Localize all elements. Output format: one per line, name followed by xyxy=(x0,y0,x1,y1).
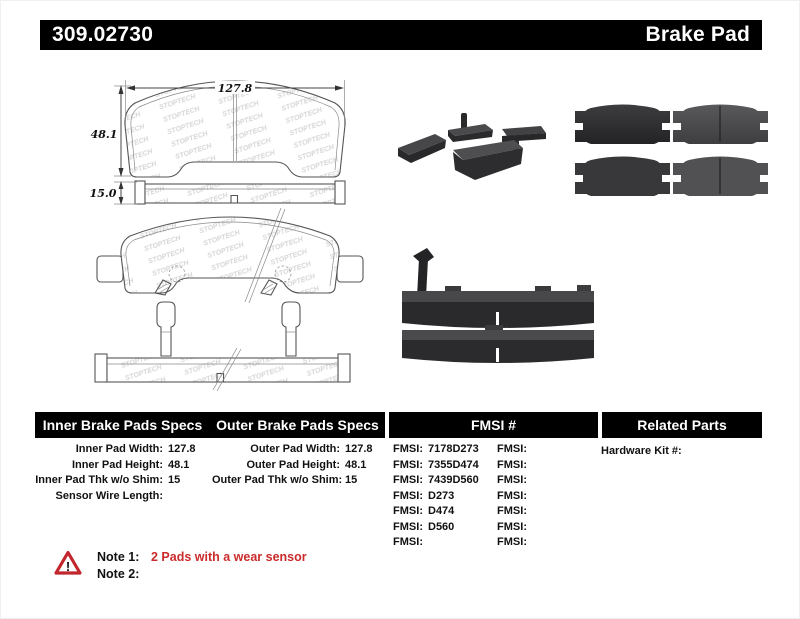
pads-specs-header-bar xyxy=(35,412,385,438)
table-row: FMSI: 7178D273 xyxy=(393,443,479,455)
part-number: 309.02730 xyxy=(52,23,154,46)
pad-edge-with-sensor xyxy=(402,248,594,328)
fmsi-column-1 xyxy=(390,442,479,551)
note-1-text: 2 Pads with a wear sensor xyxy=(151,550,307,564)
dim-thickness: 15.0 xyxy=(89,187,117,200)
table-row: Inner Pad Thk w/o Shim: 15 xyxy=(35,474,181,486)
drawing-view-edge xyxy=(90,181,345,205)
photo-edge-views xyxy=(402,248,594,363)
table-row: Sensor Wire Length: xyxy=(55,489,163,502)
table-row: FMSI: D474 xyxy=(393,505,455,517)
product-type: Brake Pad xyxy=(645,23,750,46)
table-row: FMSI: xyxy=(497,520,527,533)
table-row: FMSI: D273 xyxy=(393,489,455,502)
drawing-view-face-ears xyxy=(97,208,363,303)
notes-section xyxy=(97,549,307,583)
technical-drawing xyxy=(85,70,380,400)
photo-angled-pad-set xyxy=(398,113,546,180)
table-row: Hardware Kit #: xyxy=(601,445,682,457)
fmsi-header: FMSI # xyxy=(389,412,598,438)
dim-height: 48.1 xyxy=(90,128,118,141)
table-row: Outer Pad Width: 127.8 xyxy=(250,443,373,455)
note-2: Note 2: xyxy=(97,567,140,581)
warning-triangle-icon xyxy=(54,550,82,576)
table-row: FMSI: xyxy=(497,489,527,502)
drawing-view-front xyxy=(91,80,345,177)
table-row: Inner Pad Height: 48.1 xyxy=(71,458,190,471)
table-row: FMSI: D560 xyxy=(393,520,455,533)
table-row: Outer Pad Height: 48.1 xyxy=(246,458,367,471)
related-parts-header: Related Parts xyxy=(602,412,762,438)
product-photos xyxy=(385,88,775,388)
drawing-view-sensor-posts xyxy=(95,302,350,391)
inner-specs-column xyxy=(35,442,196,504)
photo-pad-set-flat xyxy=(575,105,768,197)
table-row: Outer Pad Thk w/o Shim: 15 xyxy=(212,474,358,486)
table-row: FMSI: xyxy=(497,474,527,486)
note-1: Note 1: 2 Pads with a wear sensor xyxy=(97,550,307,564)
table-row: FMSI: 7355D474 xyxy=(393,458,479,471)
inner-specs-header: Inner Brake Pads Specs xyxy=(42,417,203,433)
table-row: FMSI: xyxy=(497,458,527,471)
outer-specs-column xyxy=(212,442,373,489)
svg-text:!: ! xyxy=(65,559,71,574)
table-row: FMSI: xyxy=(393,536,423,548)
dim-width: 127.8 xyxy=(217,82,253,95)
pad-edge-plain xyxy=(402,325,594,363)
table-row: FMSI: 7439D560 xyxy=(393,474,479,486)
table-row: Inner Pad Width: 127.8 xyxy=(75,443,196,455)
outer-specs-header: Outer Brake Pads Specs xyxy=(216,417,379,433)
fmsi-column-2 xyxy=(494,442,532,551)
table-row: FMSI: xyxy=(497,505,527,517)
header-bar xyxy=(40,20,762,50)
table-row: FMSI: xyxy=(497,536,527,548)
related-parts-column xyxy=(601,444,687,460)
table-row: FMSI: xyxy=(497,443,527,455)
